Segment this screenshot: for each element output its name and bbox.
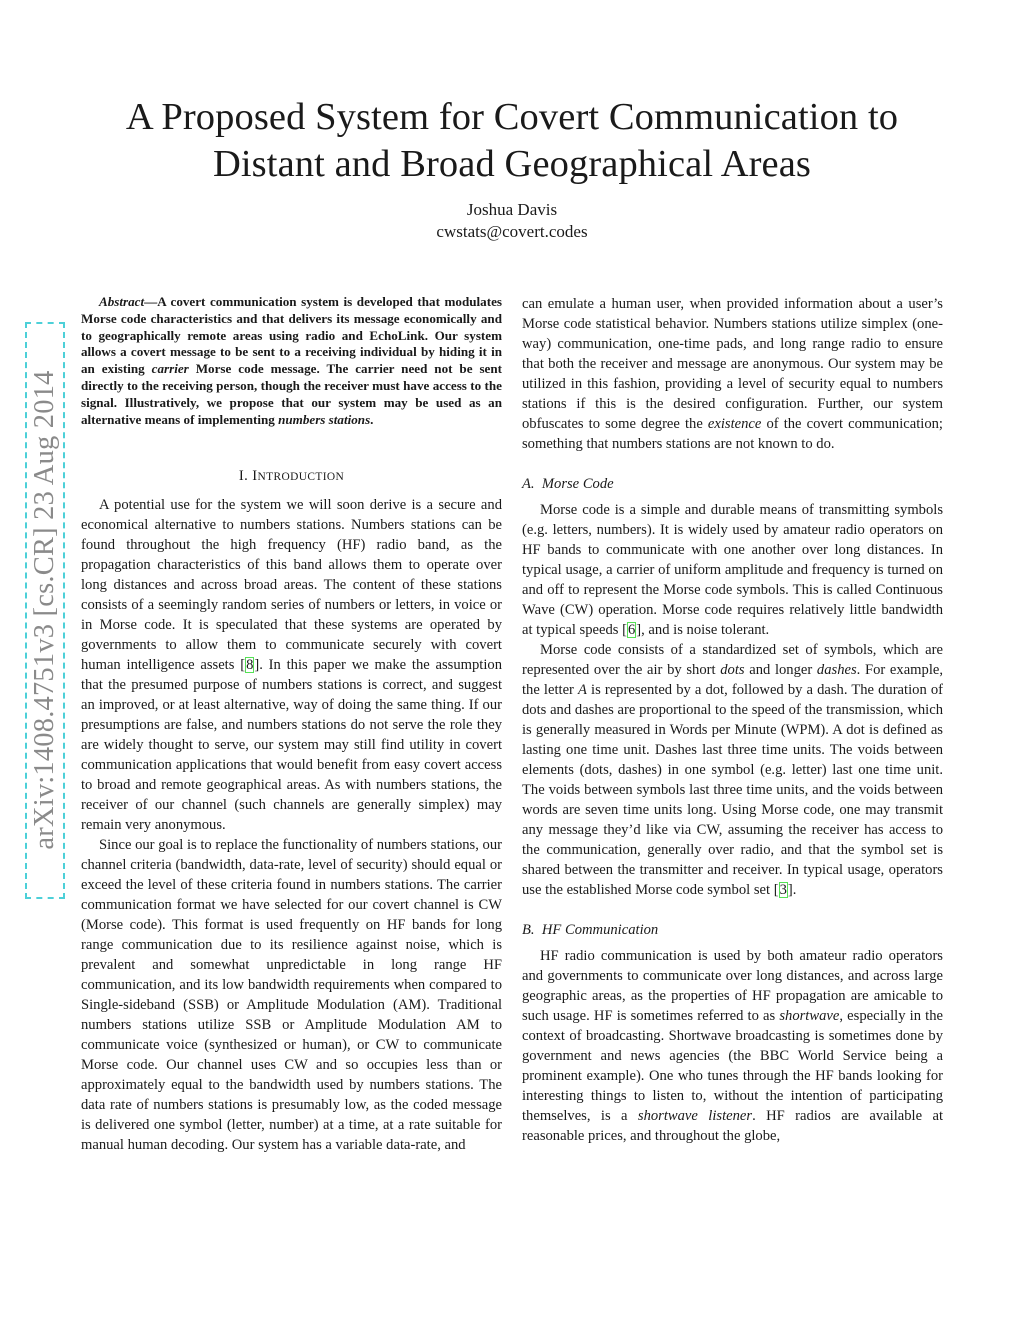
author-name: Joshua Davis — [466, 200, 558, 219]
morse-p2-em-dots: dots — [720, 662, 745, 678]
subsection-heading-hf-communication — [522, 920, 943, 940]
right-column — [522, 294, 943, 1146]
abstract-em-numbers-stations: numbers stations — [278, 411, 371, 427]
morse-paragraph-1 — [522, 500, 943, 640]
abstract-label: Abstract — [99, 294, 145, 309]
abstract-em-carrier: carrier — [151, 361, 189, 377]
paper-title: A Proposed System for Covert Communication to Distant and Broad Geographical Areas — [125, 96, 899, 185]
hf-p1-em-shortwave-listener: shortwave listener — [637, 1108, 753, 1124]
morse-p1-text-2: ], and is noise tolerant. — [636, 622, 770, 638]
subsection-title: HF Communication — [541, 922, 659, 938]
morse-p2-text-3: . For example, the letter — [522, 662, 943, 698]
morse-p2-text-2: and longer — [744, 662, 817, 678]
hf-paragraph-1 — [522, 946, 943, 1146]
citation-6[interactable]: 6 — [627, 622, 636, 638]
section-title-initial: I — [252, 468, 258, 485]
intro-p3-text-1: can emulate a human user, when provided information about a user’s Morse code statistical behavior. Numbers stations utilize simplex (one-way) communication, one-time pads, and long range radio to ensure that both the receiver and message are anonymous. Our system may be utilized in this fashion, providing a level of security equal to numbers stations if this is the desired configuration. Further, our system obfuscates to some degree the — [522, 296, 943, 432]
author-email: cwstats@covert.codes — [436, 222, 588, 241]
intro-paragraph-2: Since our goal is to replace the functionality of numbers stations, our channel criteria (bandwidth, data-rate, level of security) should equal or exceed the level of these criteria found in numbers stations. The carrier communication format we have selected for our covert channel is CW (Morse code). This format is used frequently on HF bands for long range communication due to its resilience against noise, which is prevalent and somewhat unpredictable in long range HF communication, and its low bandwidth requirements when compared to Single-sideband (SSB) or Amplitude Modulation (AM). Traditional numbers stations utilize SSB or Amplitude Modulation AM to communicate voice (synthesized or human), or CW to communicate Morse code. Our channel uses CW and so occupies less than or approximately equal to the bandwidth used by numbers stations. The data rate of numbers stations is presumably low, as the coded message is delivered one symbol (letter, number) at a time, at a rate suitable for manual human decoding. Our system has a variable data-rate, and — [81, 837, 502, 1154]
abstract-dash: — — [144, 294, 158, 309]
morse-p2-em-a: A — [578, 682, 587, 698]
intro-paragraph-1 — [81, 495, 502, 835]
morse-p2-text-4: is represented by a dot, followed by a dash. The duration of dots and dashes are proportional to the speed of the transmission, which is generally measured in Words per Minute (WPM). A dot is defined as lasting one time unit. Dashes last three time units. The voids between elements (dots, dashes) in one symbol (e.g. letter) last one time unit. The voids between symbols last three time units, and the voids between words are seven time units long. Using Morse code, one may transmit any message they’d like via CW, assuming the receiver has access to the communication, generally over radio, and that the symbol set is shared between the transmitter and receiver. In typical usage, operators use the established Morse code symbol set [ — [522, 682, 943, 898]
morse-paragraph-2 — [522, 640, 943, 900]
section-heading-introduction — [81, 466, 502, 487]
section-title-rest: NTRODUCTION — [257, 471, 345, 484]
left-column — [81, 294, 502, 1155]
subsection-label: A. — [522, 476, 535, 492]
abstract — [81, 294, 502, 428]
abstract-text-2: Morse code message. The carrier need not be sent directly to the receiving person, though the receiver must have access to the signal. Illustratively, we propose that our system may be used as an alternative means of implementing — [81, 361, 503, 427]
hf-p1-em-shortwave: shortwave — [779, 1008, 840, 1024]
citation-8[interactable]: 8 — [246, 657, 254, 674]
morse-p2-text-1: Morse code consists of a standardized set of symbols, which are represented over the air by short — [522, 642, 943, 678]
arxiv-stamp: arXiv:1408.4751v3 [cs.CR] 23 Aug 2014 — [29, 370, 60, 850]
section-numeral: I. — [238, 468, 249, 485]
intro-paragraph-3 — [522, 294, 943, 454]
subsection-label: B. — [522, 922, 535, 938]
hf-p1-text-2: , especially in the context of broadcasting. Shortwave broadcasting is sometimes done by government and news agencies (the BBC World Service being a prominent example). One who tunes through the HF bands looking for interesting things to listen to, without the intention of participating themselves, is a — [522, 1008, 943, 1124]
intro-p1-text-1: A potential use for the system we will soon derive is a secure and economical alternative to numbers stations. Numbers stations can be found throughout the high frequency (HF) radio band, as the propagation characteristics of this band allows them to operate over long distances and across broad areas. The content of these stations consists of a seemingly random series of numbers or letters, in voice or in Morse code. It is speculated that these systems are operated by governments to allow them to communicate securely with covert human intelligence assets [ — [81, 497, 502, 674]
morse-p2-text-5: ]. — [787, 882, 797, 898]
hf-p1-text-3: . HF radios are available at reasonable prices, and throughout the globe, — [522, 1108, 944, 1144]
intro-p3-em-existence: existence — [707, 416, 762, 432]
subsection-title: Morse Code — [541, 476, 614, 492]
morse-p2-em-dashes: dashes — [816, 662, 857, 678]
abstract-text-1: A covert communication system is developed that modulates Morse code characteristics and that delivers its message economically and to geographically remote areas using radio and EchoLink. Our system allows a covert message to be sent to a receiving individual by hiding it in an existing — [81, 294, 502, 377]
hf-p1-text-1: HF radio communication is used by both amateur radio operators and governments to communicate over long distances, and across large geographic areas, as the properties of HF propagation are amicable to such usage. HF is sometimes referred to as — [522, 948, 943, 1024]
intro-p1-text-2: ]. In this paper we make the assumption that the presumed purpose of numbers stations is correct, and suggest an improved, or at least alternative, way of doing the same thing. If our presumptions are false, and numbers stations do not serve the role they are widely thought to serve, our system may still find utility in covert communication applications that would benefit from easy covert access to broad and remote geographical areas. As with numbers stations, the receiver of our channel (such channels are generally simplex) may remain very anonymous. — [81, 657, 502, 834]
intro-p3-text-2: of the covert communication; something that numbers stations are not known to do. — [522, 416, 943, 452]
citation-3[interactable]: 3 — [779, 882, 787, 898]
subsection-heading-morse-code — [522, 474, 943, 494]
abstract-text-3: . — [370, 411, 374, 427]
morse-p1-text-1: Morse code is a simple and durable means of transmitting symbols (e.g. letters, numbers). It is widely used by amateur radio operators on HF bands to communicate with one another over long distances. In typical usage, a carrier of uniform amplitude and frequency is turned on and off to represent the Morse code symbols. This is called Continuous Wave (CW) operation. Morse code requires relatively little bandwidth at typical speeds [ — [522, 502, 943, 638]
